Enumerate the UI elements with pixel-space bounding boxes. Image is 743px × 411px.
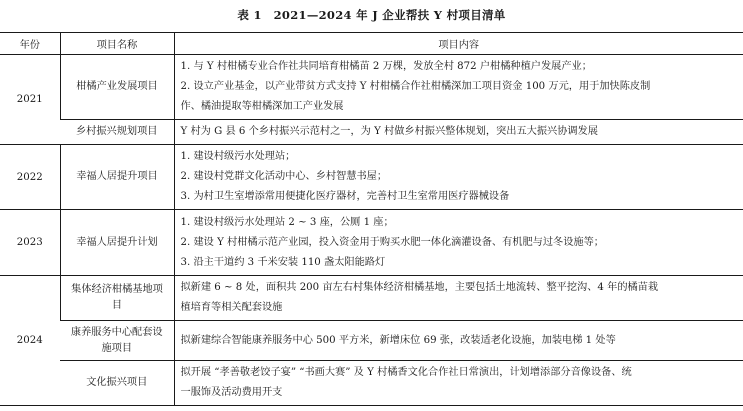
project-content-cell [174,276,743,321]
content-line: 1. 建设村级污水处理站 2 ~ 3 座，公厕 1 座； [180,216,394,228]
table-caption: 表 1 2021—2024 年 J 企业帮扶 Y 村项目清单 [237,8,506,22]
content-line: 3. 为村卫生室增添常用便捷化医疗器材，完善村卫生室常用医疗器械设备 [180,191,510,202]
year-cell: 2023 [0,210,60,276]
content-line: 2. 建设村党群文化活动中心、乡村智慧书屋； [180,171,388,182]
project-name-cell: 柑橘产业发展项目 [60,55,174,120]
table-row [0,361,743,406]
year-cell: 2024 [0,276,60,406]
project-content-cell [174,55,743,120]
content-line: 1. 建设村级污水处理站； [180,151,296,162]
project-name-cell: 乡村振兴规划项目 [60,120,174,145]
content-line: 1. 与 Y 村柑橘专业合作社共同培育柑橘苗 2 万棵，发放全村 872 户柑橘种植户发展产业； [180,61,592,72]
project-content-cell [174,210,743,276]
project-name-cell: 集体经济柑橘基地项目 [60,276,174,321]
table-row [0,145,743,210]
content-line: 3. 沿主干道约 3 千米安装 110 盏太阳能路灯 [180,256,386,268]
table-row [0,120,743,145]
project-content-cell [174,145,743,210]
project-content-cell [174,361,743,406]
header-project-name: 项目名称 [60,33,174,55]
table-row [0,276,743,321]
content-line: 拟新建综合智能康养服务中心 500 平方米，新增床位 69 张，改装适老化设施，加装电梯 1 处等 [180,334,616,346]
content-line: 一服饰及活动费用开支 [180,387,283,398]
year-cell: 2022 [0,145,60,210]
year-cell: 2021 [0,55,60,145]
project-content-cell [174,120,743,145]
project-name-cell: 幸福人居提升计划 [60,210,174,276]
project-content-cell [174,321,743,361]
content-line: 植培育等相关配套设施 [180,302,283,313]
content-line: Y 村为 G 县 6 个乡村振兴示范村之一，为 Y 村做乡村振兴整体规划，突出五大振兴协调发展 [180,126,598,137]
table-row [0,210,743,276]
project-name-cell: 文化振兴项目 [60,361,174,406]
project-name-cell: 康养服务中心配套设施项目 [60,321,174,361]
table-row [0,321,743,361]
content-line: 2. 建设 Y 村柑橘示范产业园，投入资金用于购买水肥一体化滴灌设备、有机肥与过冬设施等； [180,236,604,248]
header-year: 年份 [0,33,60,55]
project-table [0,32,743,406]
project-name-cell: 幸福人居提升项目 [60,145,174,210]
content-line: 作、橘油提取等柑橘深加工产业发展 [180,101,344,112]
content-line: 拟新建 6 ~ 8 处，面积共 200 亩左右村集体经济柑橘基地，主要包括土地流转、整平挖沟、4 年的橘苗栽 [180,282,659,293]
header-project-content: 项目内容 [174,33,743,55]
content-line: 2. 设立产业基金，以产业带贫方式支持 Y 村柑橘合作社柑橘深加工项目资金 100 万元，用于加快陈皮制 [180,81,651,92]
content-line: 拟开展 “孝善敬老饺子宴” “书画大赛” 及 Y 村橘香文化合作社日常演出，计划增添部分音像设备、统 [180,367,632,378]
table-header-row [0,33,743,55]
table-row [0,55,743,120]
